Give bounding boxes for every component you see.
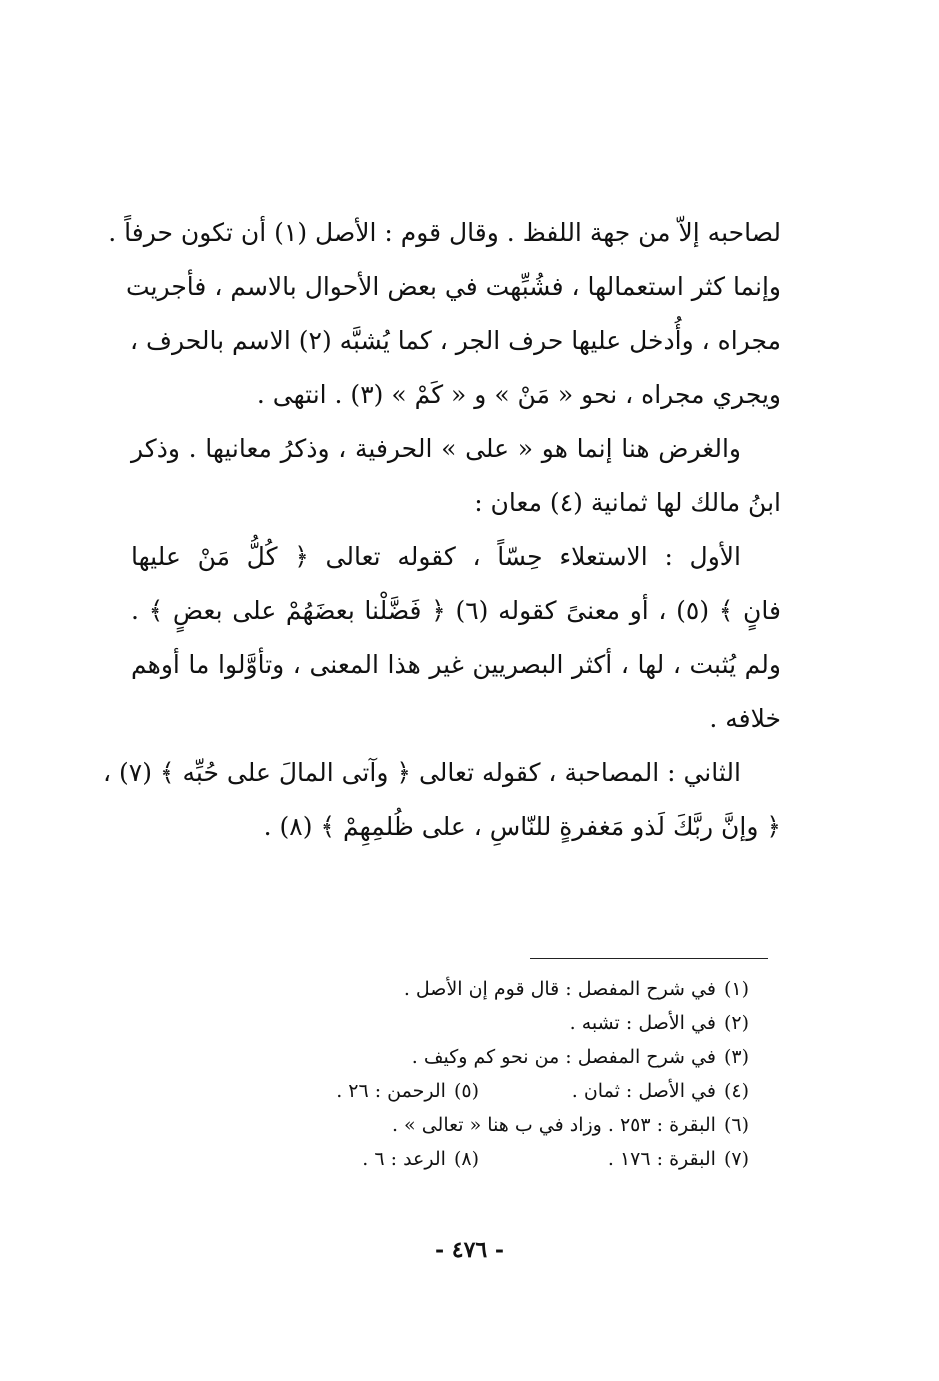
footnote-text: في شرح المفصل : قال قوم إن الأصل . <box>403 978 716 1000</box>
text-line: ﴿ وإنَّ ربَّكَ لَذو مَغفرةٍ للنّاسِ ، على ظُلمِهِمْ ﴾ (٨) . <box>263 812 781 841</box>
footnote-text: الرعد : ٦ . <box>362 1148 446 1170</box>
footnote-text: في شرح المفصل : من نحو كم وكيف . <box>411 1046 716 1068</box>
text-line: ولم يُثبت ، لها ، أكثر البصريين غير هذا المعنى ، وتأوَّلوا ما أوهم <box>131 650 781 679</box>
footnote-row <box>189 1040 749 1074</box>
text-line: وإنما كثر استعمالها ، فشُبِّهت في بعض الأحوال بالاسم ، فأجريت <box>126 272 781 301</box>
footnote <box>549 1142 749 1176</box>
footnote-text: الرحمن : ٢٦ . <box>336 1080 446 1102</box>
text-line: ويجري مجراه ، نحو « مَنْ » و « كَمْ » (٣) . انتهى . <box>256 380 781 409</box>
footnote-number: (١) <box>723 978 749 1000</box>
main-text <box>103 206 781 854</box>
footnote-number: (٥) <box>453 1080 479 1102</box>
footnote-number: (٨) <box>453 1148 479 1170</box>
footnote-text: في الأصل : ثمان . <box>571 1080 716 1102</box>
footnote <box>392 1108 749 1142</box>
footnote <box>570 1006 749 1040</box>
text-line: لصاحبه إلاّ من جهة اللفظ . وقال قوم : الأصل (١) أن تكون حرفاً . <box>108 218 781 247</box>
footnote-text: في الأصل : تشبه . <box>569 1012 716 1034</box>
footnote-divider <box>530 958 768 959</box>
footnote-number: (٢) <box>723 1012 749 1034</box>
text-line: والغرض هنا إنما هو « على » الحرفية ، وذكرُ معانيها . وذكر <box>131 434 741 463</box>
footnote-row <box>189 972 749 1006</box>
footnote-row <box>189 1074 749 1108</box>
footnote-text: البقرة : ١٧٦ . <box>607 1148 716 1170</box>
text-line: ابنُ مالك لها ثمانية (٤) معان : <box>474 488 781 517</box>
footnote <box>549 1074 749 1108</box>
footnote <box>336 1074 479 1108</box>
footnote-row <box>189 1006 749 1040</box>
text-line: الثاني : المصاحبة ، كقوله تعالى ﴿ وآتى المالَ على حُبِّه ﴾ (٧) ، <box>103 758 741 787</box>
footnote-text: البقرة : ٢٥٣ . وزاد في ب هنا « تعالى » . <box>391 1114 716 1136</box>
footnote <box>412 1040 749 1074</box>
footnote-number: (٧) <box>723 1148 749 1170</box>
footnote-number: (٤) <box>723 1080 749 1102</box>
footnote <box>362 1142 479 1176</box>
text-line: فانٍ ﴾ (٥) ، أو معنىً كقوله (٦) ﴿ فَضَّلْنا بعضَهُمْ على بعضٍ ﴾ . <box>131 596 781 625</box>
text-line: الأول : الاستعلاء حِسّاً ، كقوله تعالى ﴿ كُلُّ مَنْ عليها <box>131 542 741 571</box>
footnote-number: (٦) <box>723 1114 749 1136</box>
footnote-row <box>189 1108 749 1142</box>
text-line: مجراه ، وأُدخل عليها حرف الجر ، كما يُشبَّه (٢) الاسم بالحرف ، <box>130 326 781 355</box>
footnote-number: (٣) <box>723 1046 749 1068</box>
text-line: خلافه . <box>709 704 781 733</box>
page-number: - ٤٧٦ - <box>434 1237 505 1263</box>
footnote <box>404 972 749 1006</box>
footnote-row <box>189 1142 749 1176</box>
footnotes <box>189 972 749 1176</box>
